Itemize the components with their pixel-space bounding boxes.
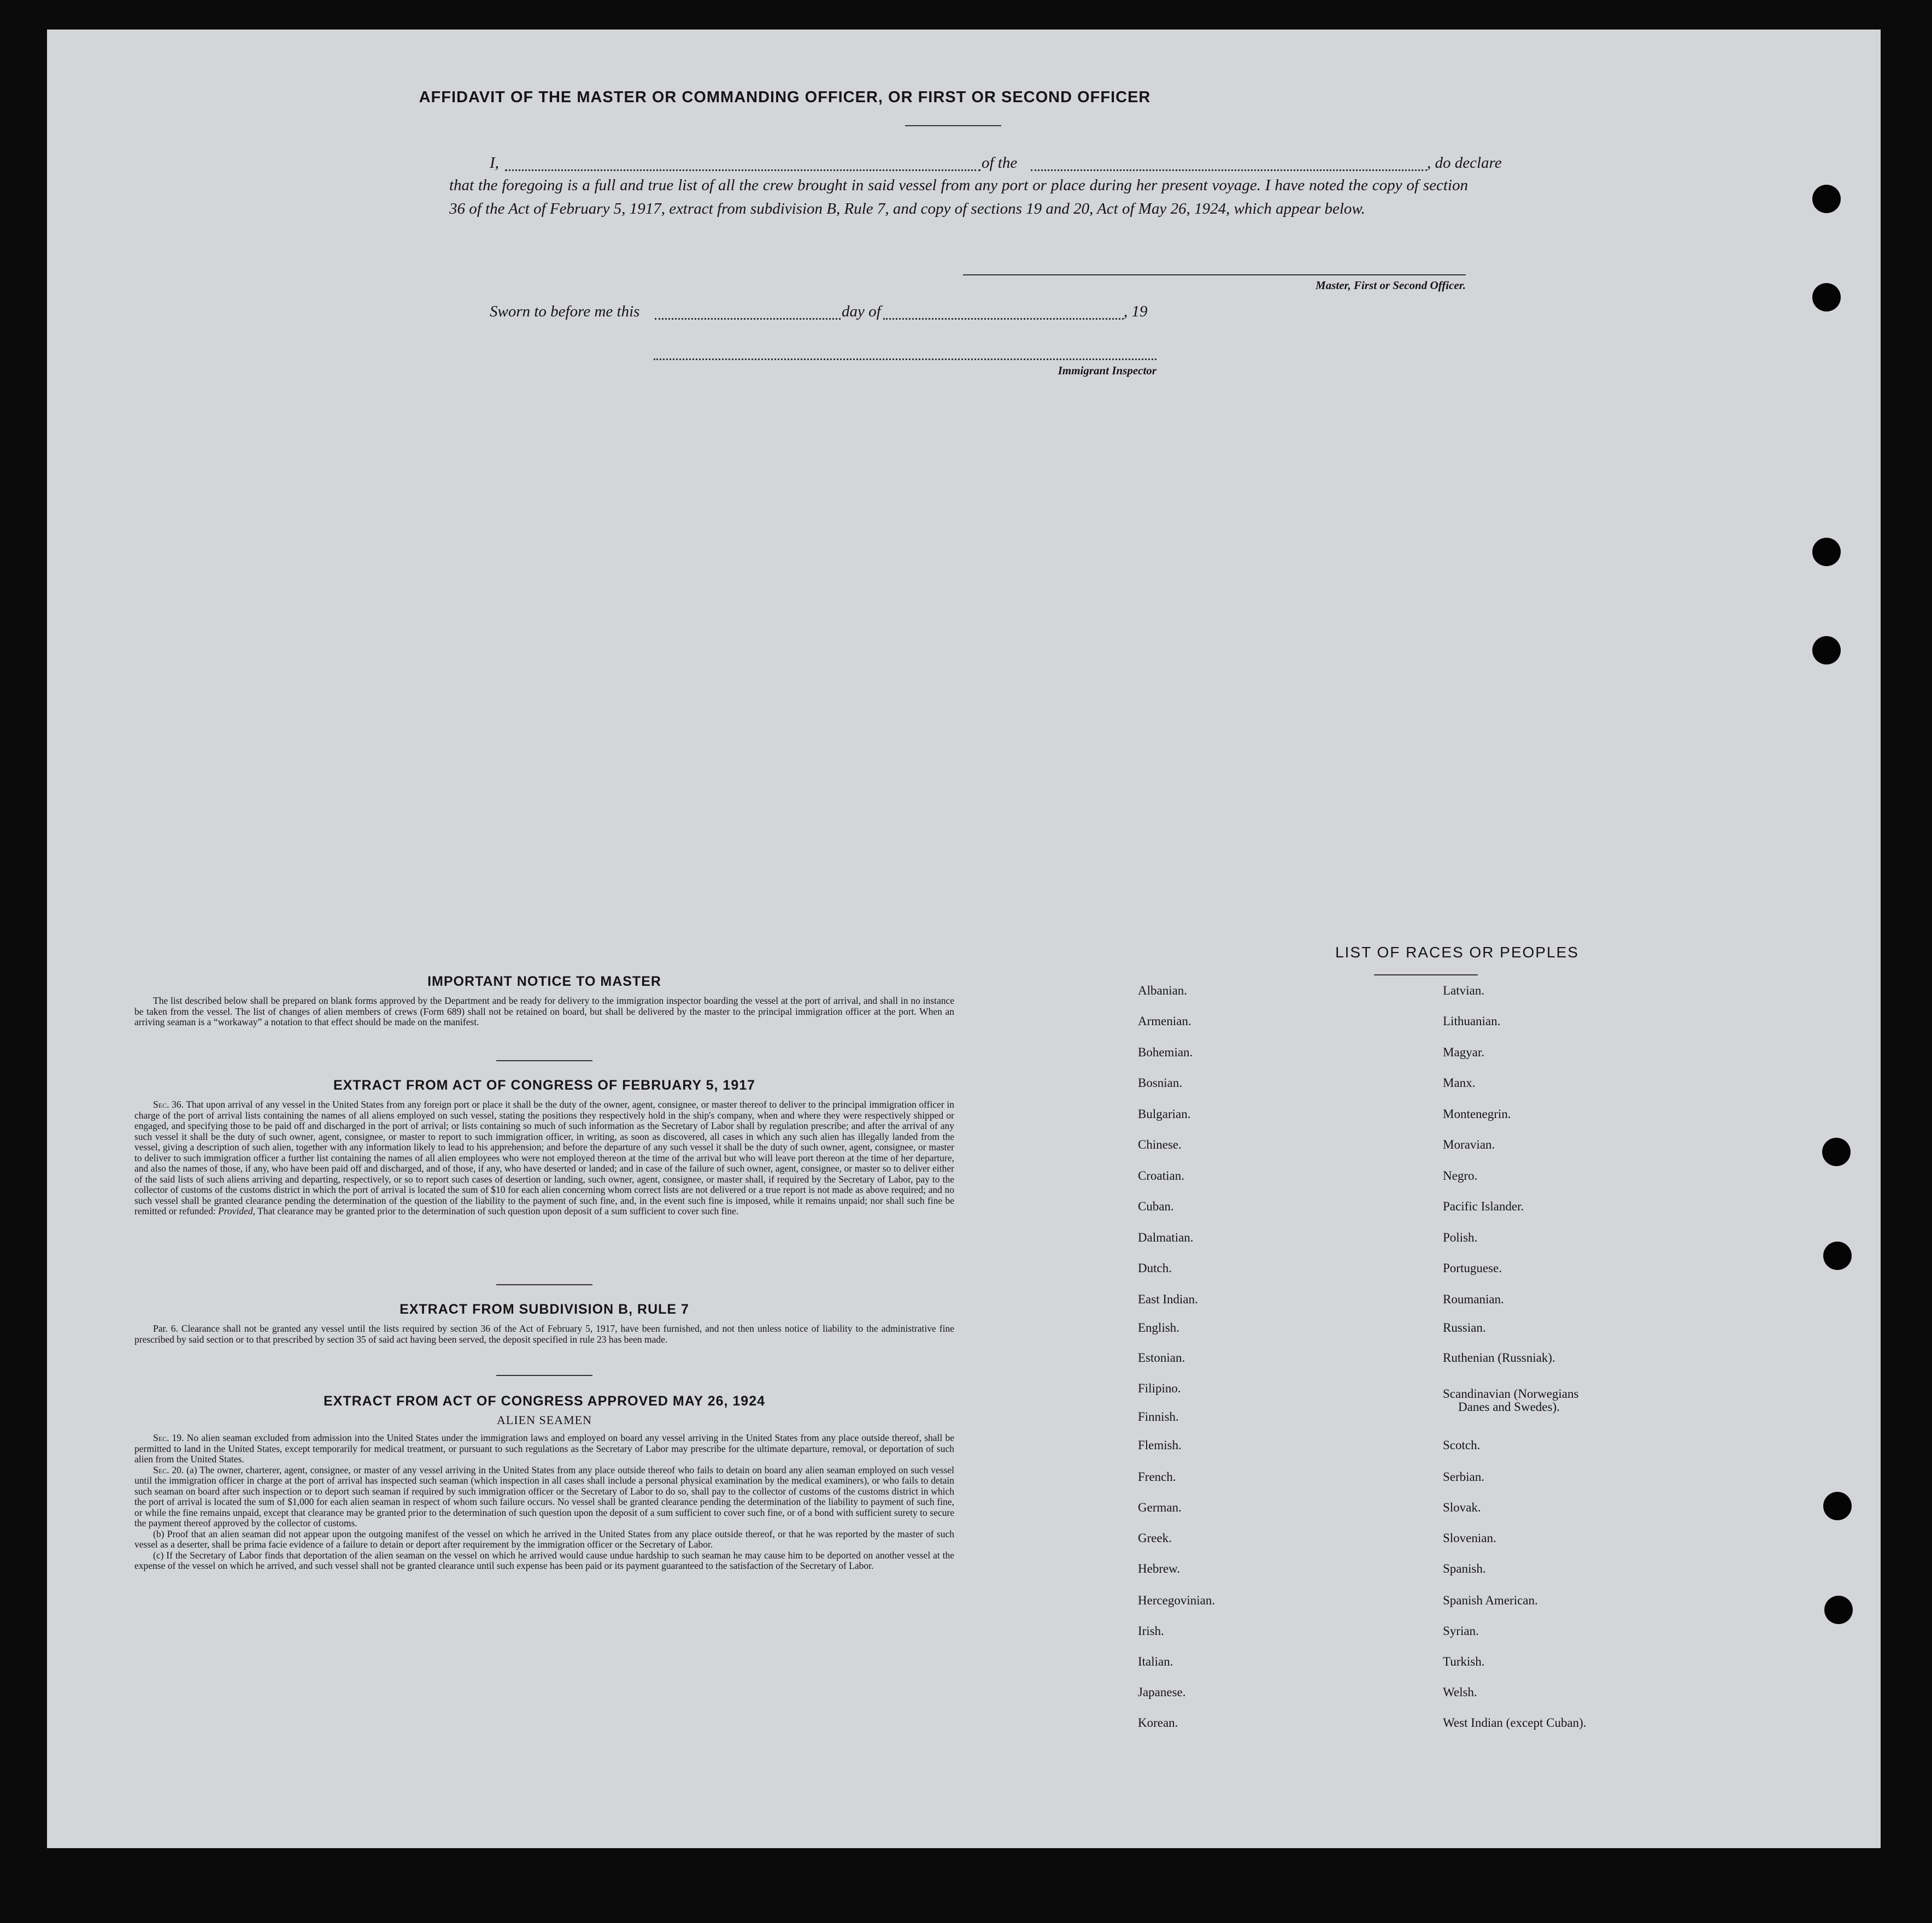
- race-item: Scandinavian (Norwegians: [1443, 1387, 1579, 1401]
- race-item: Finnish.: [1138, 1410, 1179, 1424]
- race-item: Bosnian.: [1138, 1076, 1183, 1090]
- race-item: Danes and Swedes).: [1458, 1400, 1560, 1414]
- provided-word: Provided,: [218, 1205, 255, 1216]
- race-item: Chinese.: [1138, 1138, 1182, 1151]
- race-item: Pacific Islander.: [1443, 1199, 1524, 1213]
- race-item: Albanian.: [1138, 984, 1188, 997]
- race-item: Scotch.: [1443, 1438, 1481, 1452]
- race-item: Bulgarian.: [1138, 1107, 1191, 1121]
- affidavit-i: I,: [490, 154, 499, 172]
- affidavit-body: that the foregoing is a full and true list of all the crew brought in said vessel from any port or place during her present voyage. I have noted the copy of section 36 of the Act of February 5, 1917, extract from subdivision B, Rule 7, and copy of sections 19 and 20, Act of May 26, 1924, which appear below.: [449, 177, 1468, 217]
- title-underline: [905, 125, 1001, 126]
- year-label: , 19: [1124, 303, 1148, 320]
- race-item: Japanese.: [1138, 1685, 1186, 1699]
- races-title: LIST OF RACES OR PEOPLES: [1335, 944, 1579, 961]
- race-item: Lithuanian.: [1443, 1014, 1501, 1028]
- race-item: Flemish.: [1138, 1438, 1182, 1452]
- race-item: Negro.: [1443, 1169, 1478, 1183]
- race-item: Cuban.: [1138, 1199, 1174, 1213]
- punch-hole: [1812, 636, 1841, 664]
- race-item: Manx.: [1443, 1076, 1476, 1090]
- race-item: Irish.: [1138, 1624, 1164, 1638]
- rule-7-title: EXTRACT FROM SUBDIVISION B, RULE 7: [400, 1302, 689, 1317]
- race-item: Ruthenian (Russniak).: [1443, 1351, 1555, 1365]
- section-divider: [496, 1060, 592, 1061]
- affidavit-of-the: of the: [982, 154, 1018, 172]
- race-item: French.: [1138, 1470, 1176, 1484]
- notice-text: [134, 996, 954, 1028]
- notice-paragraph: The list described below shall be prepared on blank forms approved by the Department and be ready for delivery to the immigration inspector boarding the vessel at the port of arrival, and shall in no instance be taken from the vessel. The list of changes of alien members of crews (Form 689) shall not be retained on board, but shall be delivered by the master to the principal immigration officer at the port. When an arriving seaman is a “workaway” a notation to that effect should be made on the manifest.: [134, 995, 954, 1027]
- race-item: Latvian.: [1443, 984, 1484, 997]
- race-item: Estonian.: [1138, 1351, 1185, 1365]
- race-item: Welsh.: [1443, 1685, 1477, 1699]
- race-item: Magyar.: [1443, 1045, 1485, 1059]
- sec-36-label: Sec. 36.: [153, 1099, 184, 1110]
- race-item: Hercegovinian.: [1138, 1593, 1215, 1607]
- race-item: Armenian.: [1138, 1014, 1191, 1028]
- sec-36-text: That upon arrival of any vessel in the United States from any foreign port or place it shall be the duty of the owner, agent, consignee, or master thereof to deliver to the principal immigration officer in charge of the port of arrival lists containing the names of all aliens employed on such vessel, stating the positions they respectively hold in the ship's company, when and where they were respectively shipped or engaged, and specifying those to be paid off and discharged in the port of arrival; or lists containing so much of such information as the Secretary of Labor shall by regulation prescribe; and after the arrival of any such vessel it shall be the duty of such owner, agent, consignee, or master to report to such immigration officer, in writing, as soon as discovered, all cases in which any such alien has illegally landed from the vessel, giving a description of such alien, together with any information likely to lead to his apprehension; and before the departure of any such vessel it shall be the duty of such owner, agent, consignee, or master to deliver to such immigration officer a further list containing the names of all alien employees who were not employed thereon at the time of the arrival but who will leave port thereon at the time of her departure, and also the names of those, if any, who have been paid off and discharged, and of those, if any, who have deserted or landed; and in case of the failure of such owner, agent, consignee, or master so to deliver either of the said lists of such aliens arriving and departing, respectively, or so to report such cases of desertion or landing, such owner, agent, consignee, or master shall, if required by the Secretary of Labor, pay to the collector of customs of the customs district in which the port of arrival is located the sum of $10 for each alien concerning whom correct lists are not delivered or a true report is not made as above required; and no such vessel shall be granted clearance pending the determination of the question of the liability to the payment of such fine, and, in the event such fine is imposed, while it remains unpaid; nor shall such fine be remitted or refunded:: [134, 1099, 954, 1216]
- race-item: Italian.: [1138, 1655, 1173, 1668]
- race-item: Serbian.: [1443, 1470, 1485, 1484]
- sec-36-text-end: That clearance may be granted prior to the determination of such question upon deposit of a sum sufficient to cover such fine.: [257, 1205, 739, 1216]
- race-item: Montenegrin.: [1443, 1107, 1511, 1121]
- race-item: Syrian.: [1443, 1624, 1479, 1638]
- inspector-caption: Immigrant Inspector: [1058, 364, 1156, 377]
- sec-20a-text: (a) The owner, charterer, agent, consignee, or master of any vessel arriving in the United States from any place outside thereof who fails to detain on board any alien seaman employed on such vessel until the immigration officer in charge at the port of arrival has inspected such seaman (which inspection in all cases shall include a personal physical examination by the medical examiners), or who fails to detain such seaman on board after such inspection or to deport such seaman if required by such immigration officer or the Secretary of Labor to do so, shall pay to the collector of customs of the customs district in which the port of arrival is located the sum of $1,000 for each alien seaman in respect of whom such failure occurs. No vessel shall be granted clearance pending the determination of the liability to payment of such fine, or while the fine remains unpaid, except that clearance may be granted prior to the determination of such question upon the deposit of a sum sufficient to cover such fine, or of a bond with sufficient surety to secure the payment thereof approved by the collector of customs.: [134, 1464, 954, 1528]
- race-item: Hebrew.: [1138, 1562, 1181, 1575]
- race-item: Spanish American.: [1443, 1593, 1538, 1607]
- sworn-day-blank[interactable]: [655, 318, 841, 320]
- punch-hole: [1812, 283, 1841, 311]
- sec-19-label: Sec. 19.: [153, 1432, 184, 1443]
- sec-20b-text: (b) Proof that an alien seaman did not appear upon the outgoing manifest of the vessel on which he arrived in the United States from any place outside thereof, or that he was reported by the master of such vessel as a deserter, shall be prima facie evidence of a failure to detain or deport after requirement by the immigration officer or the Secretary of Labor.: [134, 1528, 954, 1550]
- signature-caption: Master, First or Second Officer.: [1316, 279, 1466, 292]
- race-item: East Indian.: [1138, 1292, 1198, 1306]
- race-item: Filipino.: [1138, 1381, 1181, 1395]
- rule-7-text: [134, 1324, 954, 1345]
- race-item: Croatian.: [1138, 1169, 1184, 1183]
- race-item: Portuguese.: [1443, 1261, 1502, 1275]
- name-blank[interactable]: [505, 169, 980, 171]
- inspector-signature-line[interactable]: [654, 358, 1156, 360]
- race-item: Greek.: [1138, 1531, 1172, 1545]
- race-item: West Indian (except Cuban).: [1443, 1716, 1587, 1730]
- extract-1917-title: EXTRACT FROM ACT OF CONGRESS OF FEBRUARY 5, 1917: [333, 1078, 756, 1093]
- race-item: Bohemian.: [1138, 1045, 1193, 1059]
- section-divider: [496, 1375, 592, 1376]
- form-page: [47, 30, 1881, 1848]
- sworn-label: Sworn to before me this: [490, 303, 640, 320]
- sec-20-label: Sec. 20.: [153, 1464, 184, 1475]
- rule-7-paragraph: Par. 6. Clearance shall not be granted any vessel until the lists required by section 36 of the Act of February 5, 1917, have been furnished, and not then unless notice of liability to the administrative fine prescribed by said section or to that prescribed by section 35 of said act having been served, the deposit specified in rule 23 has been made.: [134, 1323, 954, 1345]
- extract-1917-text: [134, 1099, 954, 1217]
- alien-seamen-subtitle: ALIEN SEAMEN: [497, 1413, 592, 1427]
- race-item: Moravian.: [1443, 1138, 1495, 1151]
- signature-line[interactable]: [963, 274, 1466, 275]
- race-item: Russian.: [1443, 1321, 1486, 1334]
- races-title-underline: [1374, 974, 1478, 975]
- punch-hole: [1823, 1242, 1852, 1270]
- affidavit-title: AFFIDAVIT OF THE MASTER OR COMMANDING OFFICER, OR FIRST OR SECOND OFFICER: [419, 89, 1151, 106]
- race-item: Roumanian.: [1443, 1292, 1504, 1306]
- punch-hole: [1822, 1138, 1851, 1166]
- punch-hole: [1823, 1492, 1852, 1520]
- extract-1924-text: [134, 1433, 954, 1572]
- day-of-label: day of: [842, 303, 881, 320]
- race-item: Korean.: [1138, 1716, 1178, 1730]
- sec-20c-text: (c) If the Secretary of Labor finds that deportation of the alien seaman on the vessel on which he arrived would cause undue hardship to such seaman he may cause him to be deported on another vessel at the expense of the vessel on which he arrived, and such vessel shall not be granted clearance until such expense has been paid or its payment guaranteed to the satisfaction of the Secretary of Labor.: [134, 1549, 954, 1571]
- race-item: Polish.: [1443, 1231, 1478, 1244]
- race-item: Dutch.: [1138, 1261, 1172, 1275]
- race-item: Turkish.: [1443, 1655, 1485, 1668]
- punch-hole: [1812, 538, 1841, 566]
- sworn-month-blank[interactable]: [883, 318, 1124, 320]
- section-divider: [496, 1284, 592, 1285]
- race-item: Spanish.: [1443, 1562, 1486, 1575]
- race-item: Slovenian.: [1443, 1531, 1496, 1545]
- punch-hole: [1824, 1596, 1853, 1624]
- notice-title: IMPORTANT NOTICE TO MASTER: [427, 974, 661, 989]
- race-item: Dalmatian.: [1138, 1231, 1194, 1244]
- punch-hole: [1812, 185, 1841, 213]
- race-item: German.: [1138, 1501, 1182, 1514]
- vessel-blank[interactable]: [1031, 169, 1427, 171]
- race-item: English.: [1138, 1321, 1180, 1334]
- race-item: Slovak.: [1443, 1501, 1481, 1514]
- extract-1924-title: EXTRACT FROM ACT OF CONGRESS APPROVED MAY 26, 1924: [323, 1393, 766, 1409]
- affidavit-declare: , do declare: [1427, 154, 1502, 172]
- sec-19-text: No alien seaman excluded from admission into the United States under the immigration laws and employed on board any vessel arriving in the United States from any place outside thereof, shall be permitted to land in the United States, except temporarily for medical treatment, or pursuant to such regulations as the Secretary of Labor may prescribe for the ultimate departure, removal, or deportation of such alien from the United States.: [134, 1432, 955, 1465]
